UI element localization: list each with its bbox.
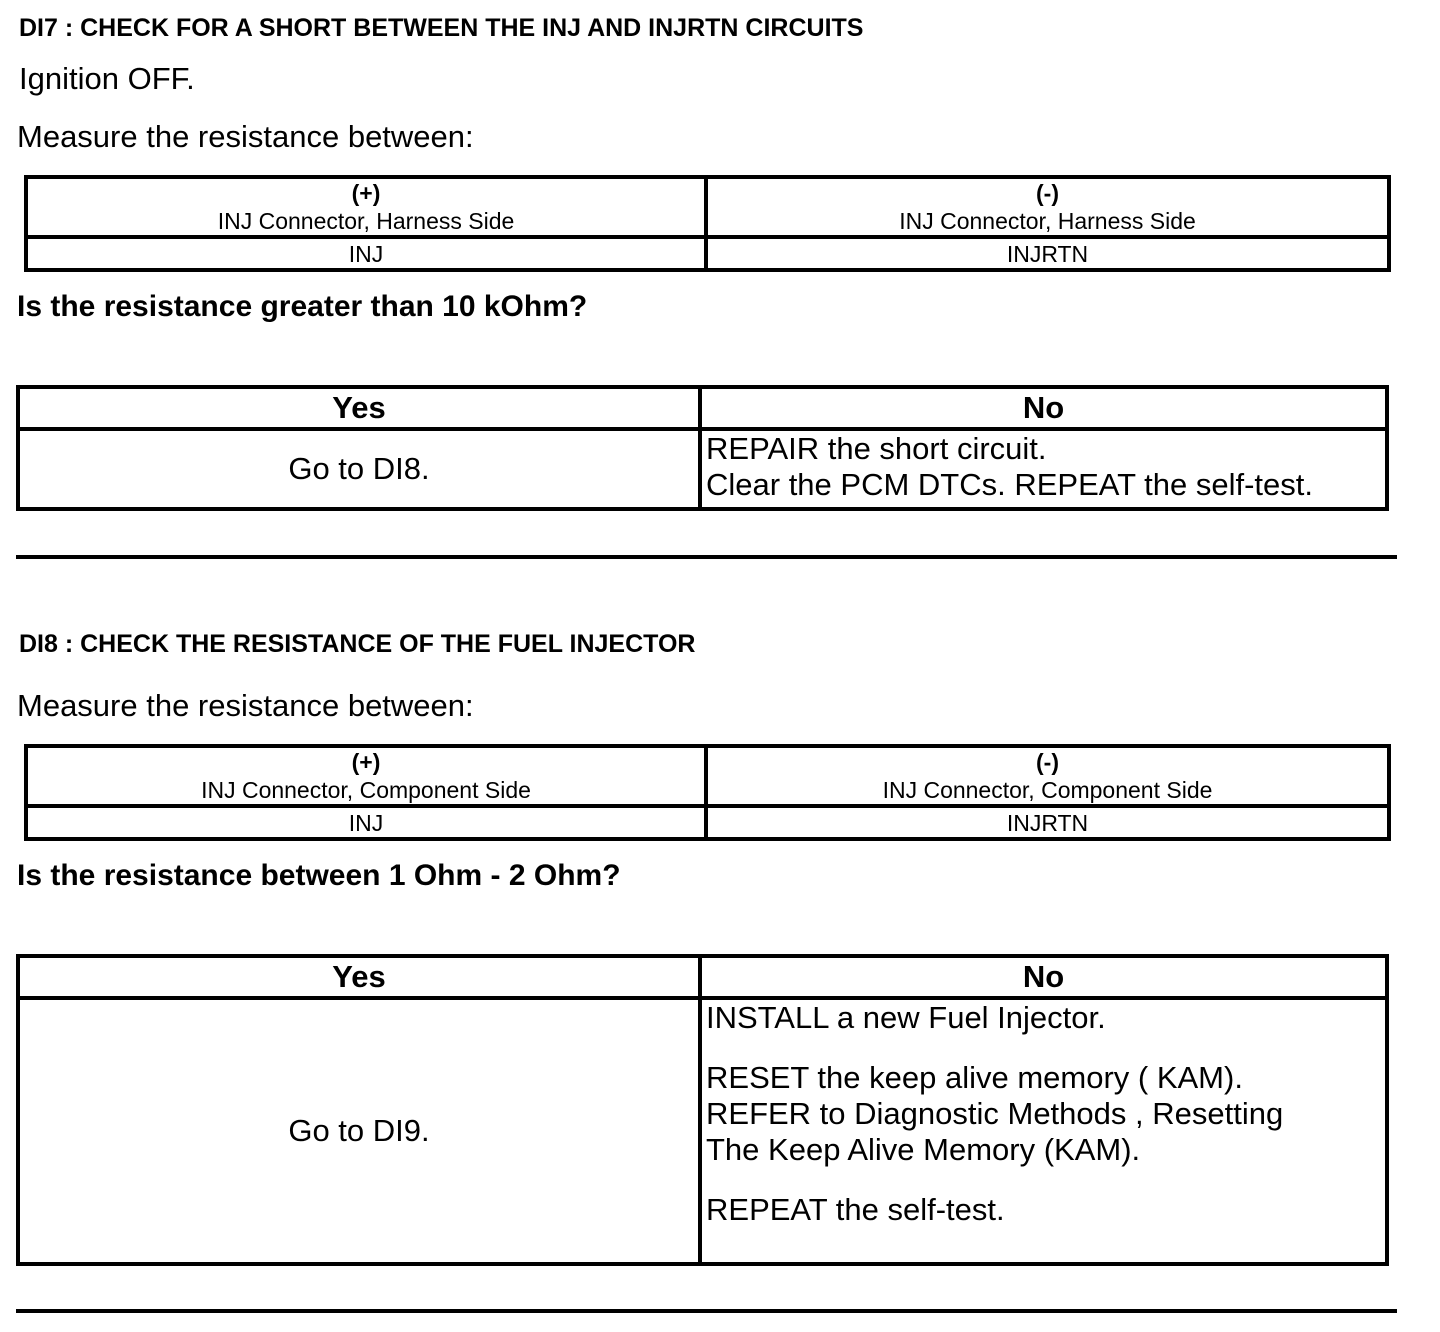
positive-sign: (+) — [351, 749, 381, 775]
di8-title: DI8 : CHECK THE RESISTANCE OF THE FUEL INJECTOR — [19, 630, 696, 658]
di8-positive-probe-header — [26, 746, 706, 806]
di7-title: DI7 : CHECK FOR A SHORT BETWEEN THE INJ AND INJRTN CIRCUITS — [19, 14, 864, 42]
di8-no-header: No — [700, 956, 1387, 998]
connector-label: INJ Connector, Harness Side — [217, 208, 515, 234]
di7-positive-probe-header — [26, 177, 706, 237]
di8-positive-pin: INJ — [26, 806, 706, 839]
di8-no-action — [700, 998, 1387, 1264]
negative-sign: (-) — [1036, 749, 1059, 775]
positive-sign: (+) — [351, 180, 381, 206]
di8-no-action-line: The Keep Alive Memory (KAM). — [706, 1132, 1141, 1167]
di8-measurement-table — [24, 744, 1391, 841]
di8-yes-header: Yes — [18, 956, 700, 998]
di7-negative-probe-header — [706, 177, 1389, 237]
di8-negative-probe-header — [706, 746, 1389, 806]
di7-no-action-line: Clear the PCM DTCs. REPEAT the self-test. — [706, 467, 1313, 502]
connector-label: INJ Connector, Component Side — [201, 777, 531, 803]
di8-question: Is the resistance between 1 Ohm - 2 Ohm? — [17, 859, 621, 892]
di7-positive-pin: INJ — [26, 237, 706, 270]
connector-label: INJ Connector, Harness Side — [899, 208, 1196, 234]
di7-measurement-table — [24, 175, 1391, 272]
di8-instruction-measure: Measure the resistance between: — [17, 688, 474, 723]
di7-yes-action: Go to DI8. — [18, 429, 700, 509]
di8-no-action-line: REFER to Diagnostic Methods , Resetting — [706, 1096, 1284, 1131]
connector-label: INJ Connector, Component Side — [882, 777, 1213, 803]
di8-no-action-line: INSTALL a new Fuel Injector. — [706, 1000, 1106, 1035]
di8-no-action-line: RESET the keep alive memory ( KAM). — [706, 1060, 1243, 1095]
di7-no-action-line: REPAIR the short circuit. — [706, 431, 1047, 466]
di7-negative-pin: INJRTN — [706, 237, 1389, 270]
di7-yes-header: Yes — [18, 387, 700, 429]
di8-negative-pin: INJRTN — [706, 806, 1389, 839]
di7-instruction-measure: Measure the resistance between: — [17, 119, 474, 154]
di8-decision-table — [16, 954, 1389, 1266]
di7-question: Is the resistance greater than 10 kOhm? — [17, 290, 588, 323]
di8-no-action-line: REPEAT the self-test. — [706, 1192, 1005, 1227]
di8-yes-action: Go to DI9. — [18, 998, 700, 1264]
di7-no-header: No — [700, 387, 1387, 429]
section-divider — [16, 1309, 1397, 1313]
di7-decision-table — [16, 385, 1389, 511]
di7-instruction-ignition: Ignition OFF. — [19, 61, 195, 96]
section-divider — [16, 555, 1397, 559]
negative-sign: (-) — [1036, 180, 1059, 206]
di7-no-action — [700, 429, 1387, 509]
